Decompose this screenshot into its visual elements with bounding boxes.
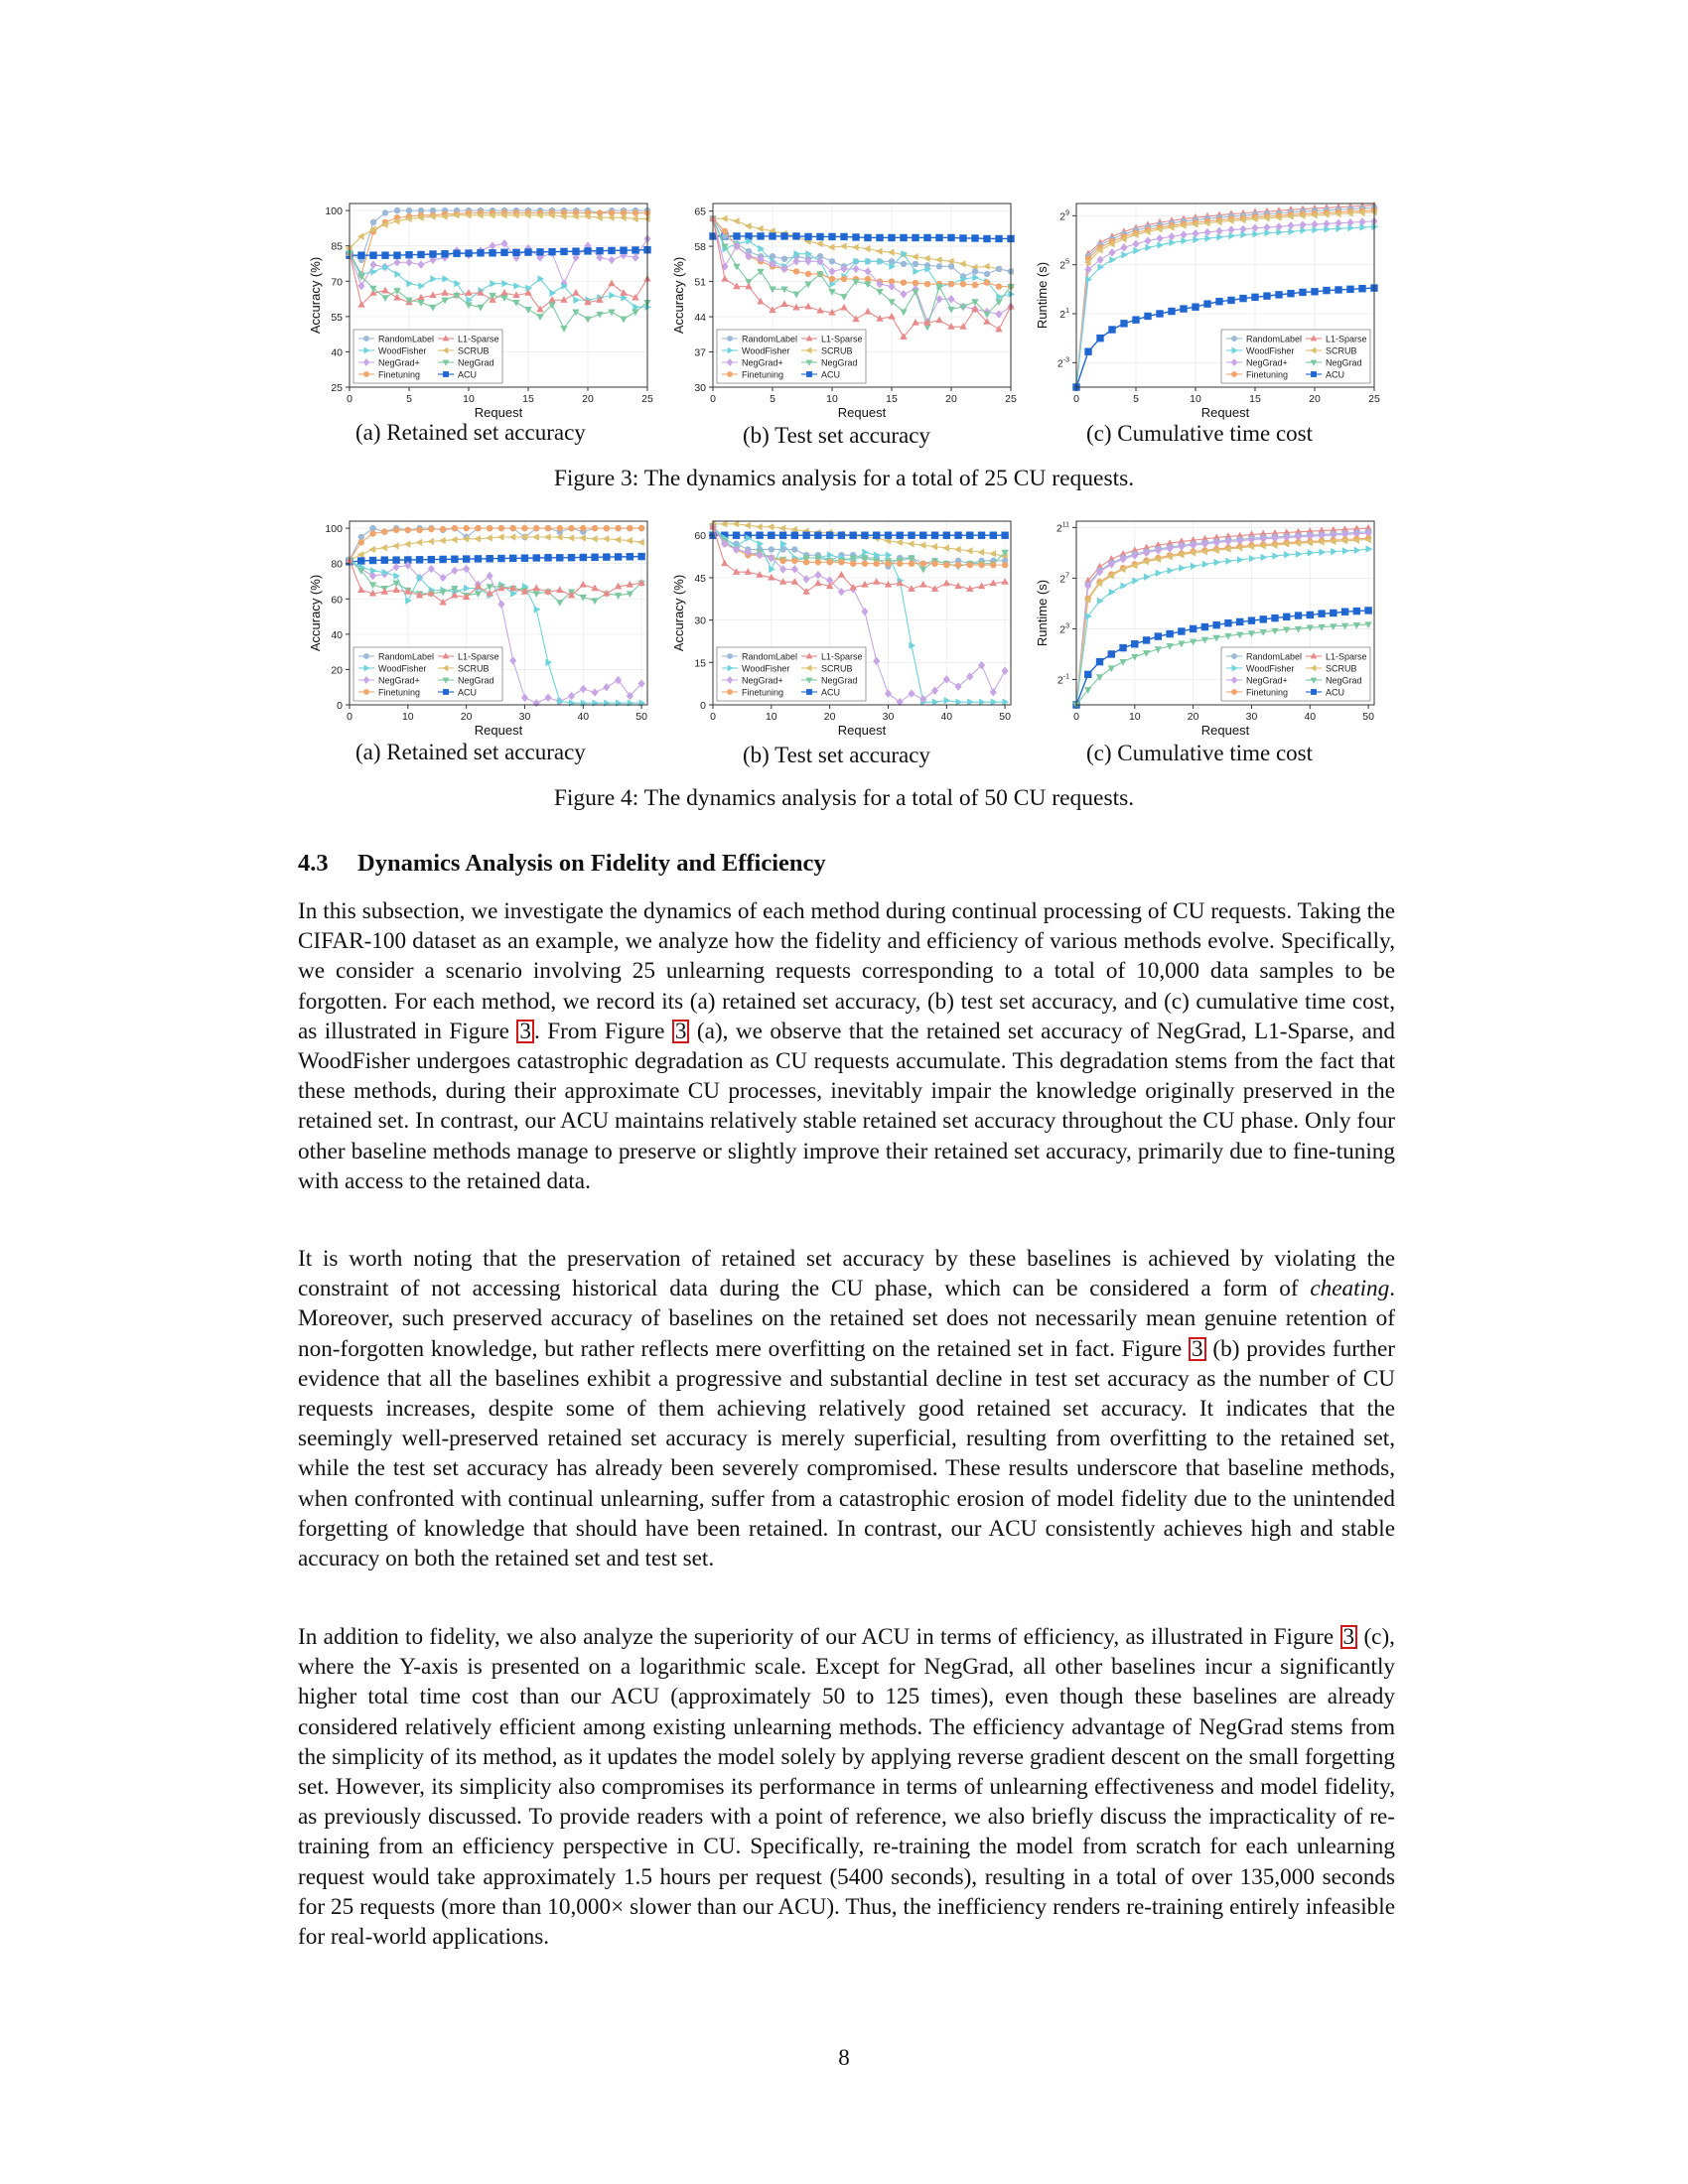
svg-text:SCRUB: SCRUB <box>458 663 490 674</box>
svg-text:Accuracy (%): Accuracy (%) <box>308 574 323 652</box>
figure-reference-link[interactable]: 3 <box>516 1020 534 1043</box>
svg-text:Finetuning: Finetuning <box>742 687 784 698</box>
svg-text:25: 25 <box>1005 393 1017 405</box>
svg-text:NegGrad+: NegGrad+ <box>1246 675 1288 686</box>
svg-text:Accuracy (%): Accuracy (%) <box>671 256 686 335</box>
svg-text:WoodFisher: WoodFisher <box>742 345 790 356</box>
svg-text:ACU: ACU <box>458 369 478 380</box>
svg-text:L1-Sparse: L1-Sparse <box>821 334 863 344</box>
chart-legend <box>1221 647 1370 701</box>
svg-text:40: 40 <box>940 711 953 723</box>
svg-text:2-1: $2^{-1}$ <box>1056 673 1069 687</box>
figure-reference-link[interactable]: 3 <box>1189 1337 1206 1361</box>
svg-text:L1-Sparse: L1-Sparse <box>1326 651 1367 662</box>
svg-text:85: 85 <box>331 240 343 253</box>
svg-text:50: 50 <box>1362 711 1374 723</box>
figure-4b-chart <box>661 511 1029 750</box>
svg-text:15: 15 <box>522 393 534 405</box>
svg-text:25: 25 <box>1368 393 1380 405</box>
svg-text:Finetuning: Finetuning <box>1246 369 1289 380</box>
svg-text:0: 0 <box>347 393 352 405</box>
svg-text:WoodFisher: WoodFisher <box>1246 345 1295 356</box>
figure-reference-link[interactable]: 3 <box>672 1020 690 1043</box>
page-number: 8 <box>838 2045 850 2070</box>
svg-text:45: 45 <box>694 572 706 585</box>
svg-text:40: 40 <box>331 628 343 641</box>
svg-text:40: 40 <box>577 711 590 723</box>
svg-text:RandomLabel: RandomLabel <box>742 334 798 344</box>
svg-text:25: $2^5$ <box>1059 258 1069 272</box>
svg-text:15: 15 <box>886 393 898 405</box>
svg-text:70: 70 <box>331 276 343 289</box>
svg-text:Finetuning: Finetuning <box>742 369 784 380</box>
svg-text:Accuracy (%): Accuracy (%) <box>308 256 323 335</box>
figure-3-caption: Figure 3: The dynamics analysis for a total of 25 CU requests. <box>553 466 1135 491</box>
svg-text:10: 10 <box>826 393 838 405</box>
svg-text:NegGrad+: NegGrad+ <box>378 357 420 368</box>
svg-text:10: 10 <box>463 393 475 405</box>
svg-text:SCRUB: SCRUB <box>1326 345 1357 356</box>
svg-text:0: 0 <box>347 711 352 723</box>
svg-text:WoodFisher: WoodFisher <box>378 663 427 674</box>
svg-text:5: 5 <box>770 393 775 405</box>
svg-text:30: 30 <box>694 382 706 394</box>
svg-text:50: 50 <box>635 711 647 723</box>
svg-text:10: 10 <box>401 711 414 723</box>
svg-text:SCRUB: SCRUB <box>821 345 853 356</box>
svg-text:10: 10 <box>765 711 777 723</box>
svg-text:Finetuning: Finetuning <box>1246 687 1289 698</box>
svg-text:30: 30 <box>694 614 706 627</box>
svg-text:100: 100 <box>325 523 343 536</box>
svg-text:65: 65 <box>694 205 706 218</box>
svg-text:0: 0 <box>700 700 706 712</box>
svg-text:37: 37 <box>694 346 706 359</box>
figure-4a-chart <box>298 511 665 750</box>
figure-3c-chart <box>1025 194 1392 432</box>
svg-text:211: $2^{11}$ <box>1055 521 1069 535</box>
svg-text:0: 0 <box>1073 711 1079 723</box>
svg-text:L1-Sparse: L1-Sparse <box>1326 334 1367 344</box>
svg-text:30: 30 <box>1245 711 1258 723</box>
svg-text:NegGrad: NegGrad <box>458 675 494 686</box>
svg-text:10: 10 <box>1128 711 1141 723</box>
svg-text:WoodFisher: WoodFisher <box>1246 663 1295 674</box>
svg-text:20: 20 <box>460 711 473 723</box>
svg-text:L1-Sparse: L1-Sparse <box>458 334 499 344</box>
svg-text:Request: Request <box>474 405 523 420</box>
svg-text:ACU: ACU <box>458 687 478 698</box>
svg-text:5: 5 <box>406 393 412 405</box>
figure-4b-subcaption: (b) Test set accuracy <box>743 743 930 767</box>
svg-text:60: 60 <box>694 530 706 543</box>
svg-text:20: 20 <box>1309 393 1321 405</box>
svg-text:Runtime (s): Runtime (s) <box>1035 579 1050 647</box>
svg-text:15: 15 <box>694 657 706 670</box>
svg-text:Request: Request <box>474 723 523 738</box>
svg-text:SCRUB: SCRUB <box>821 663 853 674</box>
figure-3a-chart <box>298 194 665 432</box>
svg-text:RandomLabel: RandomLabel <box>378 334 435 344</box>
svg-text:Request: Request <box>1200 723 1250 738</box>
figure-3b-chart <box>661 194 1029 432</box>
svg-text:21: $2^1$ <box>1059 308 1069 321</box>
svg-text:NegGrad: NegGrad <box>458 357 494 368</box>
paragraph-2: It is worth noting that the preservation of retained set accuracy by these baselines is achieved by violating the constraint of not accessing historical data during the CU phase, which can be considered a form of cheating. Moreover, such preserved accuracy of baselines on the retained set does not necessarily mean genuine retention of non-forgotten knowledge, but rather reflects mere overfitting on the retained set in fact. Figure 3 (b) provides further evidence that all the baselines exhibit a progressive and substantial decline in test set accuracy as the number of CU requests increases, despite some of them achieving relatively good retained set accuracy. It indicates that the seemingly well-preserved retained set accuracy is merely superficial, resulting from overfitting to the retained set, while the test set accuracy has already been severely compromised. These results underscore that baseline methods, when confronted with continual unlearning, suffer from a catastrophic erosion of model fidelity due to the unintended forgetting of knowledge that should have been retained. In contrast, our ACU consistently achieves high and stable accuracy on both the retained set and test set. <box>298 1246 1395 1572</box>
svg-text:RandomLabel: RandomLabel <box>1246 334 1303 344</box>
figure-reference-link[interactable]: 3 <box>1340 1625 1358 1649</box>
chart-legend <box>353 330 502 383</box>
svg-text:ACU: ACU <box>821 369 841 380</box>
section-heading <box>298 850 826 878</box>
svg-text:20: 20 <box>1187 711 1199 723</box>
svg-text:44: 44 <box>694 312 706 325</box>
figure-4 <box>298 511 1400 750</box>
section-title: Dynamics Analysis on Fidelity and Efficiency <box>357 850 826 877</box>
paragraph-1: In this subsection, we investigate the dynamics of each method during continual processing of CU requests. Taking the CIFAR-100 dataset as an example, we analyze how the fidelity and efficiency of various methods evolve. Specifically, we consider a scenario involving 25 unlearning requests corresponding to a total of 10,000 data samples to be forgotten. For each method, we record its (a) retained set accuracy, (b) test set accuracy, and (c) cumulative time cost, as illustrated in Figure 3 . From Figure 3 (a), we observe that the retained set accuracy of NegGrad, L1-Sparse, and WoodFisher undergoes catastrophic degradation as CU requests accumulate. This degradation stems from the fact that these methods, during their approximate CU processes, inevitably impair the knowledge originally preserved in the retained set. In contrast, our ACU maintains relatively stable retained set accuracy throughout the CU phase. Only four other baseline methods manage to preserve or slightly improve their retained set accuracy, primarily due to fine-tuning with access to the retained data. <box>298 898 1395 1194</box>
svg-text:20: 20 <box>331 664 343 677</box>
figure-4a-subcaption: (a) Retained set accuracy <box>355 740 586 764</box>
svg-text:NegGrad: NegGrad <box>1326 357 1362 368</box>
svg-text:23: $2^3$ <box>1059 622 1069 636</box>
paragraph-3: In addition to fidelity, we also analyze the superiority of our ACU in terms of efficiency, as illustrated in Figure 3 (c), where the Y-axis is presented on a logarithmic scale. Except for NegGrad, all other baselines incur a significantly higher total time cost than our ACU (approximately 50 to 125 times), even though these baselines are already considered relatively efficient among existing unlearning methods. The efficiency advantage of NegGrad stems from the simplicity of its method, as it updates the model solely by applying reverse gradient descent on the small forgetting set. However, its simplicity also compromises its performance in terms of unlearning effectiveness and model fidelity, as previously discussed. To provide readers with a point of reference, we also briefly discuss the impracticality of re-training from an efficiency perspective in CU. Specifically, re-training the model from scratch for each unlearning request would take approximately 1.5 hours per request (5400 seconds), resulting in a total of over 135,000 seconds for 25 requests (more than 10,000× slower than our ACU). Thus, the inefficiency renders re-training entirely infeasible for real-world applications. <box>298 1624 1395 1951</box>
chart-legend <box>1221 330 1370 383</box>
svg-text:NegGrad: NegGrad <box>1326 675 1362 686</box>
svg-text:0: 0 <box>337 700 343 712</box>
svg-text:NegGrad+: NegGrad+ <box>378 675 420 686</box>
svg-text:40: 40 <box>331 346 343 359</box>
svg-text:51: 51 <box>694 276 706 289</box>
svg-text:60: 60 <box>331 594 343 607</box>
figure-4-caption: Figure 4: The dynamics analysis for a total of 50 CU requests. <box>553 785 1135 811</box>
svg-text:0: 0 <box>710 711 716 723</box>
svg-text:25: 25 <box>641 393 653 405</box>
svg-text:NegGrad+: NegGrad+ <box>742 675 783 686</box>
svg-text:NegGrad+: NegGrad+ <box>742 357 783 368</box>
chart-legend <box>717 330 866 383</box>
svg-text:SCRUB: SCRUB <box>1326 663 1357 674</box>
svg-text:100: 100 <box>325 205 343 218</box>
svg-text:25: 25 <box>331 382 343 394</box>
svg-text:SCRUB: SCRUB <box>458 345 490 356</box>
svg-text:L1-Sparse: L1-Sparse <box>458 651 499 662</box>
svg-text:30: 30 <box>882 711 895 723</box>
svg-text:0: 0 <box>710 393 716 405</box>
chart-legend <box>717 647 866 701</box>
figure-3a-subcaption: (a) Retained set accuracy <box>355 420 586 445</box>
figure-4c-subcaption: (c) Cumulative time cost <box>1086 741 1314 765</box>
svg-text:50: 50 <box>999 711 1011 723</box>
svg-text:29: $2^9$ <box>1059 209 1069 223</box>
svg-text:0: 0 <box>1073 393 1079 405</box>
figure-3 <box>298 194 1400 432</box>
svg-text:Request: Request <box>837 723 887 738</box>
svg-text:ACU: ACU <box>1326 369 1345 380</box>
figure-3c-subcaption: (c) Cumulative time cost <box>1086 421 1314 446</box>
svg-text:2-3: $2^{-3}$ <box>1056 356 1069 370</box>
svg-text:Request: Request <box>1200 405 1250 420</box>
svg-text:55: 55 <box>331 311 343 324</box>
svg-text:10: 10 <box>1190 393 1201 405</box>
emphasis-text: cheating <box>1310 1276 1390 1302</box>
svg-text:80: 80 <box>331 558 343 571</box>
svg-text:30: 30 <box>518 711 531 723</box>
svg-text:WoodFisher: WoodFisher <box>378 345 427 356</box>
svg-text:20: 20 <box>945 393 957 405</box>
svg-text:Accuracy (%): Accuracy (%) <box>671 574 686 652</box>
svg-text:WoodFisher: WoodFisher <box>742 663 790 674</box>
svg-text:NegGrad+: NegGrad+ <box>1246 357 1288 368</box>
svg-text:20: 20 <box>823 711 836 723</box>
figure-4c-chart <box>1025 511 1392 750</box>
svg-text:Request: Request <box>837 405 887 420</box>
svg-text:40: 40 <box>1304 711 1317 723</box>
figure-3b-subcaption: (b) Test set accuracy <box>743 423 930 448</box>
svg-text:27: $2^7$ <box>1059 572 1069 586</box>
svg-text:L1-Sparse: L1-Sparse <box>821 651 863 662</box>
svg-text:Finetuning: Finetuning <box>378 687 421 698</box>
svg-text:ACU: ACU <box>1326 687 1345 698</box>
svg-text:NegGrad: NegGrad <box>821 675 858 686</box>
svg-text:20: 20 <box>582 393 594 405</box>
svg-text:5: 5 <box>1133 393 1139 405</box>
svg-text:58: 58 <box>694 241 706 254</box>
svg-text:RandomLabel: RandomLabel <box>1246 651 1303 662</box>
svg-text:NegGrad: NegGrad <box>821 357 858 368</box>
svg-text:Finetuning: Finetuning <box>378 369 421 380</box>
svg-text:RandomLabel: RandomLabel <box>742 651 798 662</box>
chart-legend <box>353 647 502 701</box>
svg-text:Runtime (s): Runtime (s) <box>1035 261 1050 330</box>
svg-text:RandomLabel: RandomLabel <box>378 651 435 662</box>
svg-text:ACU: ACU <box>821 687 841 698</box>
section-number: 4.3 <box>298 850 329 877</box>
svg-text:15: 15 <box>1249 393 1261 405</box>
